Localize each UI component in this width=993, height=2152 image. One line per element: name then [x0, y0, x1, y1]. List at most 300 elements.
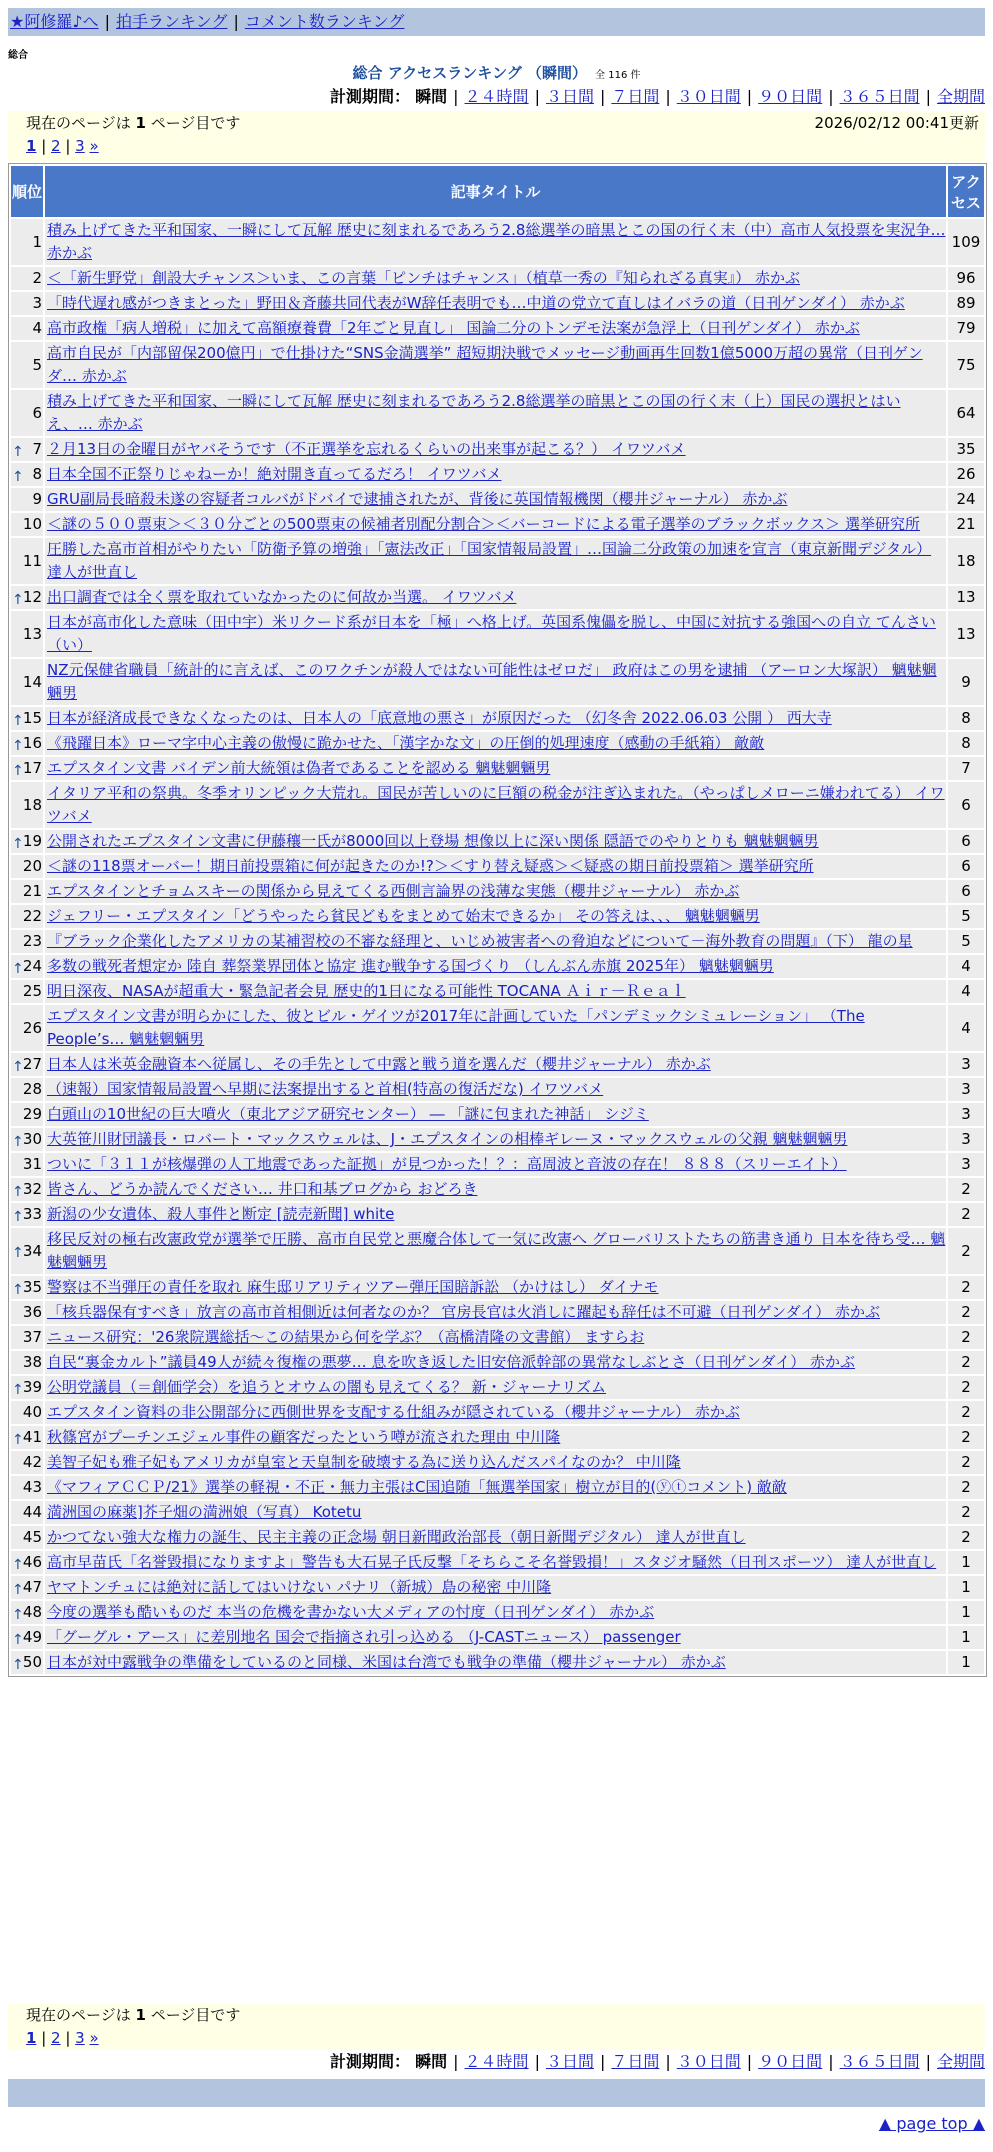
- access-count: 13: [948, 611, 984, 657]
- article-title-link[interactable]: 「グーグル・アース」に差別地名 国会で指摘され引っ込める （J-CASTニュース） passenger: [47, 1628, 681, 1646]
- title-cell: [45, 1276, 946, 1299]
- rank-number: 2: [32, 269, 42, 287]
- article-title-link[interactable]: ニュース研究：'26衆院選総括〜この結果から何を学ぶ？（高橋清隆の文書館） ますらお: [47, 1328, 645, 1346]
- table-header: [11, 166, 984, 217]
- access-count: 2: [948, 1401, 984, 1424]
- rank-up-arrow-icon: ↑: [12, 1431, 24, 1448]
- category-label: 総合: [8, 50, 28, 61]
- article-title-link[interactable]: 日本が高市化した意味（田中宇）米リクード系が日本を「極」へ格上げ。英国系傀儡を脱し、中国に対抗する強国への自立 てんさい（い）: [47, 613, 936, 654]
- table-row: [11, 830, 984, 853]
- article-title-link[interactable]: かつてない強大な権力の誕生、民主主義の正念場 朝日新聞政治部長（朝日新聞デジタル） 達人が世直し: [47, 1528, 746, 1546]
- period-all[interactable]: 全期間: [936, 87, 985, 106]
- rank-number: 21: [22, 882, 42, 900]
- rank-cell: [11, 1153, 43, 1176]
- table-row: [11, 1128, 984, 1151]
- article-title-link[interactable]: 《マフィアＣＣＰ/21》選挙の軽視・不正・無力主張はC国追随「無選挙国家」樹立が目的(ⓨⓣコメント) 敵敵: [47, 1478, 787, 1496]
- rank-cell: [11, 855, 43, 878]
- rank-number: 28: [22, 1080, 42, 1098]
- total-count: 全 116 件: [595, 70, 641, 81]
- period-30d[interactable]: ３０日間: [676, 87, 741, 106]
- title-cell: [45, 1053, 946, 1076]
- rank-number: 49: [22, 1628, 42, 1646]
- rank-number: 50: [22, 1653, 42, 1671]
- period-all[interactable]: 全期間: [936, 2052, 985, 2071]
- article-title-link[interactable]: 出口調査では全く票を取れていなかったのに何故か当選。 イワツバメ: [47, 588, 517, 606]
- title-cell: [45, 930, 946, 953]
- article-title-link[interactable]: ヤマトンチュには絶対に話してはいけない パナリ（新城）島の秘密 中川隆: [47, 1578, 552, 1596]
- page-info-bottom: [8, 2004, 985, 2050]
- article-title-link[interactable]: 圧勝した高市首相がやりたい「防衛予算の増強」「憲法改正」「国家情報局設置」…国論二分政策の加速を宣言（東京新聞デジタル） 達人が世直し: [47, 540, 932, 581]
- access-count: 3: [948, 1128, 984, 1151]
- article-title-link[interactable]: エプスタイン文書 バイデン前大統領は偽者であることを認める 魑魅魍魎男: [47, 759, 551, 777]
- page-title: [0, 62, 993, 83]
- rank-cell: [11, 1301, 43, 1324]
- access-count: 7: [948, 757, 984, 780]
- table-row: [11, 1626, 984, 1649]
- access-count: 1: [948, 1651, 984, 1674]
- access-count: 1: [948, 1626, 984, 1649]
- access-count: 2: [948, 1351, 984, 1374]
- access-count: 9: [948, 659, 984, 705]
- table-row: [11, 732, 984, 755]
- table-row: [11, 930, 984, 953]
- article-title-link[interactable]: ２月13日の金曜日がヤバそうです（不正選挙を忘れるくらいの出来事が起こる？） イワツバメ: [47, 440, 686, 458]
- period-7d[interactable]: ７日間: [611, 2052, 660, 2071]
- title-cell: [45, 463, 946, 486]
- rank-number: 41: [22, 1428, 42, 1446]
- title-cell: [45, 1526, 946, 1549]
- article-title-link[interactable]: 満洲国の麻薬]芥子畑の満洲娘（写真） Kotetu: [47, 1503, 362, 1521]
- page-top-link[interactable]: ▲ page top ▲: [878, 2114, 985, 2133]
- period-current: 瞬間: [415, 2052, 448, 2071]
- rank-number: 44: [22, 1503, 42, 1521]
- article-title-link[interactable]: NZ元保健省職員「統計的に言えば、このワクチンが殺人ではない可能性はゼロだ」 政府はこの男を逮捕 （アーロン大塚訳） 魑魅魍魎男: [47, 661, 937, 702]
- access-count: 1: [948, 1601, 984, 1624]
- top-nav-bar: [8, 8, 985, 36]
- rank-up-arrow-icon: ↑: [12, 1183, 24, 1200]
- rank-number: 35: [22, 1278, 42, 1296]
- rank-number: 32: [22, 1180, 42, 1198]
- table-row: [11, 1228, 984, 1274]
- title-cell: [45, 219, 946, 265]
- article-title-link[interactable]: ＜謎の118票オーバー！期日前投票箱に何が起きたのか!?＞＜すり替え疑惑＞＜疑惑の期日前投票箱＞ 選挙研究所: [47, 857, 814, 875]
- rank-cell: [11, 1651, 43, 1674]
- table-row: [11, 880, 984, 903]
- rank-number: 38: [22, 1353, 42, 1371]
- page-link-3[interactable]: 3: [75, 137, 85, 155]
- table-row: [11, 317, 984, 340]
- rank-cell: [11, 1053, 43, 1076]
- rank-up-arrow-icon: ↑: [12, 1381, 24, 1398]
- page-link-current[interactable]: 1: [26, 2029, 37, 2047]
- period-selector-bottom: 計測期間： 瞬間 | ２４時間 | ３日間 | ７日間 | ３０日間 | ９０日間 | ３６５日間 | 全期間: [330, 2052, 985, 2071]
- rank-up-arrow-icon: ↑: [12, 1606, 24, 1623]
- rank-number: 15: [22, 709, 42, 727]
- access-count: 6: [948, 830, 984, 853]
- period-365d[interactable]: ３６５日間: [839, 87, 920, 106]
- article-title-link[interactable]: エプスタイン資料の非公開部分に西側世界を支配する仕組みが隠されている（櫻井ジャーナル） 赤かぶ: [47, 1403, 740, 1421]
- article-title-link[interactable]: 積み上げてきた平和国家、一瞬にして瓦解 歴史に刻まれるであろう2.8総選挙の暗黒とこの国の行く末（上）国民の選択とはいえ、… 赤かぶ: [47, 392, 901, 433]
- rank-cell: [11, 830, 43, 853]
- rank-cell: [11, 463, 43, 486]
- pagination-top: 1 | 2 | 3 »: [26, 137, 99, 155]
- page-status-bottom: [26, 2004, 979, 2027]
- rank-number: 22: [22, 907, 42, 925]
- article-title-link[interactable]: 「時代遅れ感がつきまとった」野田＆斉藤共同代表がW辞任表明でも…中道の党立て直しはイバラの道（日刊ゲンダイ） 赤かぶ: [47, 294, 905, 312]
- title-cell: [45, 1601, 946, 1624]
- rank-cell: [11, 732, 43, 755]
- table-row: [11, 1476, 984, 1499]
- comment-ranking-link[interactable]: コメント数ランキング: [244, 12, 405, 31]
- table-row: [11, 1576, 984, 1599]
- rank-cell: [11, 267, 43, 290]
- rank-up-arrow-icon: ↑: [12, 960, 24, 977]
- access-count: 4: [948, 980, 984, 1003]
- rank-number: 4: [32, 319, 42, 337]
- table-row: [11, 1005, 984, 1051]
- period-label: 計測期間：: [330, 87, 411, 106]
- title-cell: [45, 905, 946, 928]
- rank-number: 20: [22, 857, 42, 875]
- rank-number: 39: [22, 1378, 42, 1396]
- table-row: [11, 1178, 984, 1201]
- rank-cell: [11, 757, 43, 780]
- period-24h[interactable]: ２４時間: [464, 2052, 529, 2071]
- rank-cell: [11, 488, 43, 511]
- rank-number: 3: [32, 294, 42, 312]
- title-cell: [45, 1551, 946, 1574]
- article-title-link[interactable]: 秋篠宮がプーチンエジェル事件の顧客だったという噂が流された理由 中川隆: [47, 1428, 561, 1446]
- period-selector: 計測期間： 瞬間 | ２４時間 | ３日間 | ７日間 | ３０日間 | ９０日間 | ３６５日間 | 全期間: [330, 87, 985, 106]
- title-cell: [45, 1228, 946, 1274]
- rank-up-arrow-icon: ↑: [12, 1581, 24, 1598]
- article-title-link[interactable]: 日本が対中露戦争の準備をしているのと同様、米国は台湾でも戦争の準備（櫻井ジャーナル） 赤かぶ: [47, 1653, 726, 1671]
- article-title-link[interactable]: 高市早苗氏「名誉毀損になりますよ」警告も大石晃子氏反撃「そちらこそ名誉毀損！」スタジオ騒然（日刊スポーツ） 達人が世直し: [47, 1553, 937, 1571]
- article-title-link[interactable]: 日本が経済成長できなくなったのは、日本人の「底意地の悪さ」が原因だった （幻冬舎 2022.06.03 公開 ） 西大寺: [47, 709, 832, 727]
- title-cell: [45, 292, 946, 315]
- access-count: 4: [948, 955, 984, 978]
- access-count: 2: [948, 1526, 984, 1549]
- title-cell: [45, 267, 946, 290]
- access-count: 6: [948, 782, 984, 828]
- title-cell: [45, 955, 946, 978]
- table-row: [11, 1451, 984, 1474]
- title-cell: [45, 1128, 946, 1151]
- rank-number: 23: [22, 932, 42, 950]
- article-title-link[interactable]: 高市自民が「内部留保200億円」で仕掛けた“SNS金満選挙” 超短期決戦でメッセージ動画再生回数1億5000万超の異常（日刊ゲンダ… 赤かぶ: [47, 344, 923, 385]
- article-title-link[interactable]: 自民“裏金カルト”議員49人が続々復権の悪夢… 息を吹き返した旧安倍派幹部の異常なしぶとさ（日刊ゲンダイ） 赤かぶ: [47, 1353, 855, 1371]
- home-link[interactable]: ★阿修羅♪へ: [10, 12, 99, 31]
- table-row: [11, 267, 984, 290]
- rank-cell: [11, 930, 43, 953]
- article-title-link[interactable]: 日本人は米英金融資本へ従属し、その手先として中露と戦う道を選んだ（櫻井ジャーナル） 赤かぶ: [47, 1055, 711, 1073]
- access-count: 8: [948, 732, 984, 755]
- access-count: 2: [948, 1178, 984, 1201]
- rank-number: 24: [22, 957, 42, 975]
- table-row: [11, 1301, 984, 1324]
- access-count: 3: [948, 1153, 984, 1176]
- table-row: [11, 1401, 984, 1424]
- rank-number: 14: [22, 672, 42, 691]
- rank-cell: [11, 955, 43, 978]
- title-cell: [45, 757, 946, 780]
- title-cell: [45, 855, 946, 878]
- rank-up-arrow-icon: ↑: [12, 1133, 24, 1150]
- article-title-link[interactable]: エプスタイン文書が明らかにした、彼とビル・ゲイツが2017年に計画していた「パンデミックシミュレーション」 （The People’s… 魑魅魍魎男: [47, 1007, 865, 1048]
- access-count: 75: [948, 342, 984, 388]
- footer-bar: [8, 2079, 985, 2107]
- rank-cell: [11, 1401, 43, 1424]
- page-title-text: 総合 アクセスランキング （瞬間）: [352, 64, 588, 82]
- rank-number: 31: [22, 1155, 42, 1173]
- table-row: [11, 757, 984, 780]
- rank-number: 30: [22, 1130, 42, 1148]
- title-cell: [45, 586, 946, 609]
- rank-cell: [11, 707, 43, 730]
- article-title-link[interactable]: 大英笹川財団議長・ロバート・マックスウェルは、J・エプスタインの相棒ギレーヌ・マックスウェルの父親 魑魅魍魎男: [47, 1130, 848, 1148]
- title-cell: [45, 488, 946, 511]
- table-row: [11, 980, 984, 1003]
- title-cell: [45, 1626, 946, 1649]
- rank-number: 5: [32, 355, 42, 374]
- rank-number: 27: [22, 1055, 42, 1073]
- page-link-2[interactable]: 2: [51, 2029, 61, 2047]
- title-cell: [45, 980, 946, 1003]
- period-90d[interactable]: ９０日間: [758, 87, 823, 106]
- rank-up-arrow-icon: ↑: [12, 468, 24, 485]
- table-row: [11, 1153, 984, 1176]
- article-title-link[interactable]: 『ブラック企業化したアメリカの某補習校の不審な経理と、いじめ被害者への脅迫などについて－海外教育の問題』（下） 龍の星: [47, 932, 913, 950]
- title-cell: [45, 1153, 946, 1176]
- access-count: 5: [948, 905, 984, 928]
- article-title-link[interactable]: 白頭山の10世紀の巨大噴火（東北アジア研究センター） ― 「謎に包まれた神話」 シジミ: [47, 1105, 649, 1123]
- title-cell: [45, 611, 946, 657]
- rank-cell: [11, 1203, 43, 1226]
- article-title-link[interactable]: 高市政権「病人増税」に加えて高額療養費「2年ごと見直し」 国論二分のトンデモ法案が急浮上（日刊ゲンダイ） 赤かぶ: [47, 319, 860, 337]
- article-title-link[interactable]: 「核兵器保有すべき」放言の高市首相側近は何者なのか？ 官房長官は火消しに躍起も辞任は不可避（日刊ゲンダイ） 赤かぶ: [47, 1303, 881, 1321]
- table-row: [11, 659, 984, 705]
- rank-cell: [11, 317, 43, 340]
- rank-number: 18: [22, 795, 42, 814]
- article-title-link[interactable]: エプスタインとチョムスキーの関係から見えてくる西側言論界の浅薄な実態（櫻井ジャーナル） 赤かぶ: [47, 882, 740, 900]
- article-title-link[interactable]: 今度の選挙も酷いものだ 本当の危機を書かない大メディアの忖度（日刊ゲンダイ） 赤かぶ: [47, 1603, 655, 1621]
- rank-number: 19: [22, 832, 42, 850]
- article-title-link[interactable]: 美智子妃も雅子妃もアメリカが皇室と天皇制を破壊する為に送り込んだスパイなのか？ 中川隆: [47, 1453, 681, 1471]
- table-row: [11, 342, 984, 388]
- title-cell: [45, 782, 946, 828]
- article-title-link[interactable]: 積み上げてきた平和国家、一瞬にして瓦解 歴史に刻まれるであろう2.8総選挙の暗黒とこの国の行く末（中）高市人気投票を実況争… 赤かぶ: [47, 221, 946, 262]
- article-title-link[interactable]: 新潟の少女遺体、殺人事件と断定 [読売新聞] white: [47, 1205, 395, 1223]
- title-cell: [45, 1576, 946, 1599]
- period-7d[interactable]: ７日間: [611, 87, 660, 106]
- access-count: 5: [948, 930, 984, 953]
- rank-cell: [11, 1426, 43, 1449]
- title-cell: [45, 732, 946, 755]
- access-count: 2: [948, 1326, 984, 1349]
- col-rank-header: 順位: [11, 166, 43, 217]
- table-row: [11, 707, 984, 730]
- clap-ranking-link[interactable]: 拍手ランキング: [115, 12, 228, 31]
- access-count: 21: [948, 513, 984, 536]
- rank-cell: [11, 586, 43, 609]
- article-title-link[interactable]: GRU副局長暗殺未遂の容疑者コルバがドバイで逮捕されたが、背後に英国情報機関（櫻井ジャーナル） 赤かぶ: [47, 490, 788, 508]
- access-count: 89: [948, 292, 984, 315]
- access-count: 96: [948, 267, 984, 290]
- rank-cell: [11, 1128, 43, 1151]
- title-cell: [45, 1376, 946, 1399]
- table-row: [11, 1651, 984, 1674]
- rank-cell: [11, 1005, 43, 1051]
- rank-number: 25: [22, 982, 42, 1000]
- article-title-link[interactable]: 公明党議員（＝創価学会）を追うとオウムの闇も見えてくる？ 新・ジャーナリズム: [47, 1378, 607, 1396]
- rank-up-arrow-icon: ↑: [12, 1631, 24, 1648]
- rank-up-arrow-icon: ↑: [12, 591, 24, 608]
- ranking-table: [8, 163, 987, 1677]
- title-cell: [45, 1501, 946, 1524]
- rank-cell: [11, 1326, 43, 1349]
- rank-cell: [11, 1551, 43, 1574]
- title-cell: [45, 513, 946, 536]
- rank-cell: [11, 1601, 43, 1624]
- table-row: [11, 611, 984, 657]
- article-title-link[interactable]: 移民反対の極右改憲政党が選挙で圧勝、高市自民党と悪魔合体して一気に改憲へ グローバリストたちの筋書き通り 日本を待ち受… 魑魅魍魎男: [47, 1230, 946, 1271]
- table-row: [11, 1078, 984, 1101]
- article-title-link[interactable]: ジェフリー・エプスタイン「どうやったら貧民どもをまとめて始末できるか」 その答えは、、、 魑魅魍魎男: [47, 907, 760, 925]
- title-cell: [45, 1178, 946, 1201]
- title-cell: [45, 438, 946, 461]
- rank-up-arrow-icon: ↑: [12, 737, 24, 754]
- period-3d[interactable]: ３日間: [545, 2052, 594, 2071]
- page-status-text: 現在のページは 1 ページ目です: [26, 2006, 241, 2024]
- table-row: [11, 488, 984, 511]
- article-title-link[interactable]: イタリア平和の祭典。冬季オリンピック大荒れ。国民が苦しいのに巨額の税金が注ぎ込まれた。（やっぱしメローニ嫌われてる） イワツバメ: [47, 784, 945, 825]
- period-3d[interactable]: ３日間: [545, 87, 594, 106]
- rank-up-arrow-icon: ↑: [12, 1208, 24, 1225]
- rank-up-arrow-icon: ↑: [12, 1058, 24, 1075]
- table-row: [11, 292, 984, 315]
- rank-number: 34: [22, 1241, 42, 1260]
- rank-number: 46: [22, 1553, 42, 1571]
- table-row: [11, 1526, 984, 1549]
- rank-cell: [11, 342, 43, 388]
- rank-up-arrow-icon: ↑: [12, 1245, 24, 1261]
- table-row: [11, 782, 984, 828]
- rank-up-arrow-icon: ↑: [12, 1281, 24, 1298]
- table-row: [11, 513, 984, 536]
- col-access-header: アクセス: [948, 166, 984, 217]
- article-title-link[interactable]: ついに「３１１が核爆弾の人工地震であった証拠」が見つかった！？：高周波と音波の存在！ ８８８（スリーエイト）: [47, 1155, 847, 1173]
- title-cell: [45, 1351, 946, 1374]
- rank-number: 11: [22, 551, 42, 570]
- article-title-link[interactable]: 《飛躍日本》ローマ字中心主義の傲慢に跪かせた、「漢字かな文」の圧倒的処理速度（感動の手紙箱） 敵敵: [47, 734, 765, 752]
- title-cell: [45, 1401, 946, 1424]
- rank-cell: [11, 659, 43, 705]
- rank-number: 40: [22, 1403, 42, 1421]
- title-cell: [45, 880, 946, 903]
- article-title-link[interactable]: 明日深夜、NASAが超重大・緊急記者会見 歴史的1日になる可能性 TOCANA Ａｉｒ－Ｒｅａｌ: [47, 982, 686, 1000]
- access-count: 109: [948, 219, 984, 265]
- article-title-link[interactable]: ＜謎の５００票束＞＜３０分ごとの500票束の候補者別配分割合＞＜バーコードによる電子選挙のブラックボックス＞ 選挙研究所: [47, 515, 920, 533]
- period-30d[interactable]: ３０日間: [676, 2052, 741, 2071]
- rank-cell: [11, 438, 43, 461]
- title-cell: [45, 1451, 946, 1474]
- page-next-link[interactable]: »: [89, 137, 99, 155]
- table-row: [11, 855, 984, 878]
- table-row: [11, 1276, 984, 1299]
- updated-time: 2026/02/12 00:41更新: [814, 114, 979, 132]
- article-title-link[interactable]: ＜「新生野党」創設大チャンス＞いま、この言葉「ピンチはチャンス」（植草一秀の『知られざる真実』） 赤かぶ: [47, 269, 800, 287]
- access-count: 26: [948, 463, 984, 486]
- rank-cell: [11, 513, 43, 536]
- table-row: [11, 1203, 984, 1226]
- period-24h[interactable]: ２４時間: [464, 87, 529, 106]
- access-count: 2: [948, 1426, 984, 1449]
- table-row: [11, 438, 984, 461]
- page-status-text: 現在のページは 1 ページ目です: [26, 114, 241, 132]
- rank-number: 42: [22, 1453, 42, 1471]
- table-row: [11, 1326, 984, 1349]
- title-cell: [45, 830, 946, 853]
- access-count: 2: [948, 1276, 984, 1299]
- title-cell: [45, 1078, 946, 1101]
- rank-up-arrow-icon: ↑: [12, 835, 24, 852]
- rank-number: 43: [22, 1478, 42, 1496]
- table-row: [11, 586, 984, 609]
- rank-cell: [11, 905, 43, 928]
- table-row: [11, 219, 984, 265]
- title-cell: [45, 659, 946, 705]
- table-row: [11, 955, 984, 978]
- article-title-link[interactable]: 公開されたエプスタイン文書に伊藤穰一氏が8000回以上登場 想像以上に深い関係 隠語でのやりとりも 魑魅魍魎男: [47, 832, 819, 850]
- access-count: 6: [948, 855, 984, 878]
- title-cell: [45, 1103, 946, 1126]
- title-cell: [45, 342, 946, 388]
- rank-cell: [11, 390, 43, 436]
- rank-cell: [11, 980, 43, 1003]
- article-title-link[interactable]: 多数の戦死者想定か 陸自 葬祭業界団体と協定 進む戦争する国づくり （しんぶん赤旗 2025年） 魑魅魍魎男: [47, 957, 774, 975]
- access-count: 79: [948, 317, 984, 340]
- page-link-current[interactable]: 1: [26, 137, 37, 155]
- rank-number: 8: [32, 465, 42, 483]
- access-count: 35: [948, 438, 984, 461]
- article-title-link[interactable]: 警察は不当弾圧の責任を取れ 麻生邸リアリティツアー弾圧国賠訴訟 （かけはし） ダイナモ: [47, 1278, 659, 1296]
- table-row: [11, 1351, 984, 1374]
- rank-number: 36: [22, 1303, 42, 1321]
- rank-cell: [11, 219, 43, 265]
- rank-number: 29: [22, 1105, 42, 1123]
- period-90d[interactable]: ９０日間: [758, 2052, 823, 2071]
- article-title-link[interactable]: 皆さん、どうか読んでください… 井口和基ブログから おどろき: [47, 1180, 478, 1198]
- rank-number: 48: [22, 1603, 42, 1621]
- table-row: [11, 1551, 984, 1574]
- nav-separator: |: [233, 12, 239, 31]
- page-link-2[interactable]: 2: [51, 137, 61, 155]
- rank-cell: [11, 1228, 43, 1274]
- table-row: [11, 1103, 984, 1126]
- rank-cell: [11, 1178, 43, 1201]
- rank-number: 12: [22, 588, 42, 606]
- rank-cell: [11, 1476, 43, 1499]
- title-cell: [45, 707, 946, 730]
- access-count: 2: [948, 1451, 984, 1474]
- article-title-link[interactable]: 日本全国不正祭りじゃねーか！絶対開き直ってるだろ！ イワツバメ: [47, 465, 502, 483]
- article-title-link[interactable]: （速報）国家情報局設置へ早期に法案提出すると首相(特高の復活だな) イワツバメ: [47, 1080, 604, 1098]
- rank-cell: [11, 1501, 43, 1524]
- page-next-link[interactable]: »: [89, 2029, 99, 2047]
- page-link-3[interactable]: 3: [75, 2029, 85, 2047]
- period-365d[interactable]: ３６５日間: [839, 2052, 920, 2071]
- table-row: [11, 538, 984, 584]
